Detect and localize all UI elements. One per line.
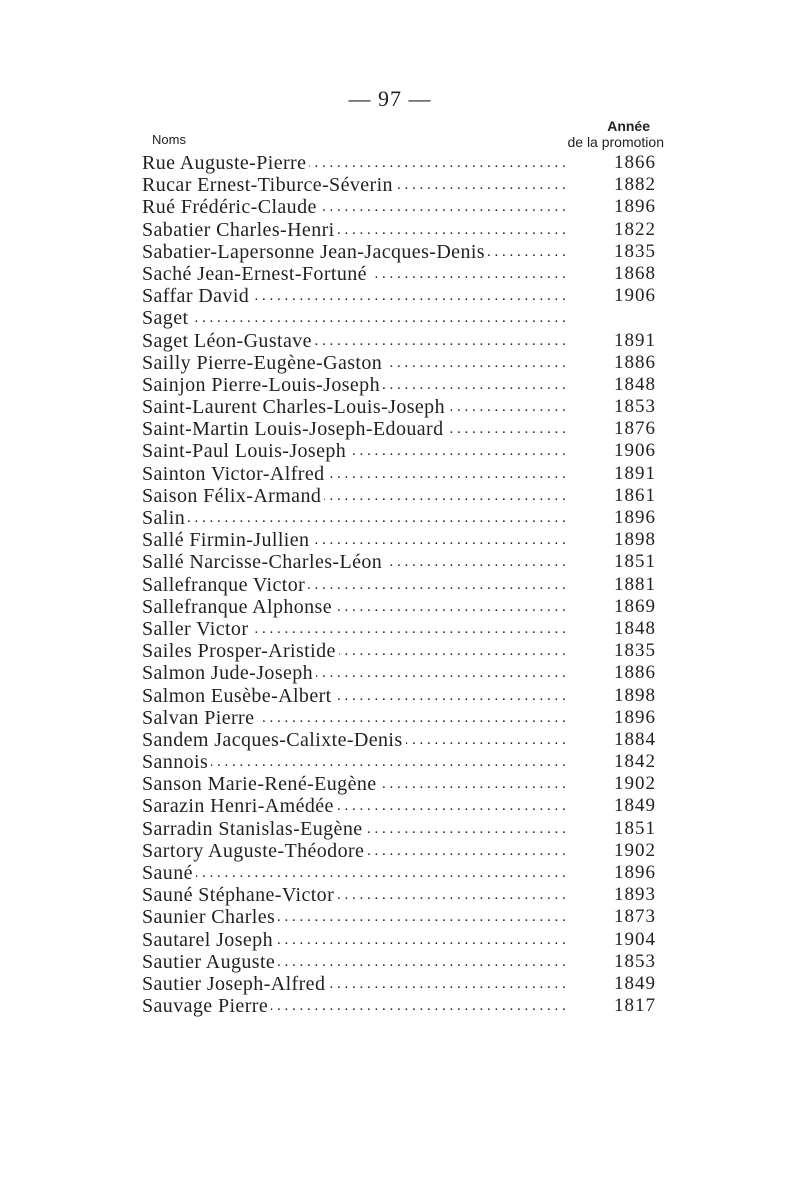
entry-name: Saché Jean-Ernest-Fortuné . . . [142, 263, 566, 285]
list-item [142, 773, 662, 795]
list-item [142, 973, 662, 995]
entry-year: 1902 [614, 773, 656, 795]
list-item [142, 707, 662, 729]
entry-year: 1896 [614, 196, 656, 218]
entry-name: Sarradin Stanislas-Eugène . . . [142, 818, 566, 840]
entry-name: Sautier Auguste . . . [142, 951, 566, 973]
list-item [142, 995, 662, 1017]
entry-name: Salmon Jude-Joseph . . . [142, 662, 566, 684]
list-item [142, 352, 662, 374]
entry-year: 1849 [614, 972, 656, 994]
entry-year: 1882 [614, 174, 656, 196]
list-item [142, 906, 662, 928]
entry-year: 1884 [614, 728, 656, 750]
entry-name: Saller Victor . . . [142, 618, 566, 640]
column-header-promotion: de la promotion [567, 134, 664, 150]
column-header-noms: Noms [152, 132, 186, 147]
list-item [142, 374, 662, 396]
entry-year: 1896 [614, 862, 656, 883]
entry-name: Saint-Laurent Charles-Louis-Joseph . . . [142, 396, 566, 418]
entry-year: 1904 [614, 928, 656, 950]
entry-year: 1902 [614, 839, 656, 861]
list-item [142, 174, 662, 196]
entry-name: Saget Léon-Gustave . . . [142, 330, 566, 352]
entry-name: Sabatier Charles-Henri . . . [142, 219, 566, 241]
entry-name: Saison Félix-Armand . . . [142, 485, 566, 507]
entry-name: Sandem Jacques-Calixte-Denis . . . [142, 729, 566, 751]
entry-year: 1876 [614, 418, 656, 440]
entry-name: Sauvage Pierre . . . [142, 995, 566, 1017]
entry-year: 1869 [614, 595, 656, 617]
list-item [142, 640, 662, 662]
entry-name: Sailes Prosper-Aristide . . . [142, 640, 566, 662]
entry-name: Sallé Firmin-Jullien . . . [142, 529, 566, 551]
entry-name: Saint-Martin Louis-Joseph-Edouard . . . [142, 418, 566, 440]
list-item [142, 884, 662, 906]
entry-name: Sainjon Pierre-Louis-Joseph . . . [142, 374, 566, 396]
entry-name: Sauné Stéphane-Victor . . . [142, 884, 566, 906]
list-item [142, 596, 662, 618]
entry-list [142, 152, 662, 1017]
list-item [142, 330, 662, 352]
entry-name: Saint-Paul Louis-Joseph . . . [142, 440, 566, 462]
entry-name: Sauné . . . [142, 862, 566, 884]
list-item [142, 307, 662, 329]
entry-name: Sautarel Joseph . . . [142, 929, 566, 951]
entry-name: Sautier Joseph-Alfred . . . [142, 973, 566, 995]
list-item [142, 551, 662, 573]
entry-year: 1849 [614, 795, 656, 817]
entry-name: Sanson Marie-René-Eugène . . . [142, 773, 566, 795]
entry-name: Sartory Auguste-Théodore . . . [142, 840, 566, 862]
entry-name: Sallefranque Alphonse . . . [142, 596, 566, 618]
entry-year: 1817 [614, 995, 656, 1017]
entry-year: 1835 [614, 640, 656, 662]
entry-name: Salin . . . [142, 507, 566, 529]
entry-name: Sallefranque Victor . . . [142, 574, 566, 596]
entry-year: 1822 [614, 218, 656, 240]
entry-name: Rué Frédéric-Claude . . . [142, 196, 566, 218]
entry-year: 1842 [614, 751, 656, 773]
list-item [142, 152, 662, 174]
entry-name: Saunier Charles . . . [142, 906, 566, 928]
entry-name: Saget . . . [142, 307, 566, 329]
entry-year: 1896 [614, 507, 656, 528]
entry-name: Sainton Victor-Alfred . . . [142, 463, 566, 485]
entry-year: 1896 [614, 706, 656, 728]
entry-year: 1881 [614, 573, 656, 595]
list-item [142, 418, 662, 440]
entry-name: Sarazin Henri-Amédée . . . [142, 795, 566, 817]
entry-year: 1886 [614, 662, 656, 684]
entry-year: 1848 [614, 617, 656, 639]
entry-name: Sabatier-Lapersonne Jean-Jacques-Denis . . . [142, 241, 566, 263]
entry-year: 1893 [614, 884, 656, 906]
list-item [142, 951, 662, 973]
entry-name: Salvan Pierre . . . [142, 707, 566, 729]
list-item [142, 729, 662, 751]
list-item [142, 396, 662, 418]
entry-year: 1873 [614, 906, 656, 928]
list-item [142, 529, 662, 551]
entry-year: 1848 [614, 373, 656, 395]
list-item [142, 662, 662, 684]
list-item [142, 840, 662, 862]
list-item [142, 285, 662, 307]
entry-name: Sannois . . . [142, 751, 566, 773]
entry-year: 1861 [614, 484, 656, 506]
list-item [142, 862, 662, 884]
entry-year: 1851 [614, 551, 656, 573]
list-item [142, 507, 662, 529]
column-header-annee: Année [607, 118, 650, 134]
entry-year: 1851 [614, 817, 656, 839]
entry-name: Saffar David . . . [142, 285, 566, 307]
list-item [142, 463, 662, 485]
list-item [142, 574, 662, 596]
entry-name: Rucar Ernest-Tiburce-Séverin . . . [142, 174, 566, 196]
list-item [142, 818, 662, 840]
entry-year: 1898 [614, 684, 656, 706]
list-item [142, 440, 662, 462]
entry-name: Rue Auguste-Pierre . . . [142, 152, 566, 174]
list-item [142, 751, 662, 773]
list-item [142, 685, 662, 707]
list-item [142, 241, 662, 263]
entry-year: 1886 [614, 351, 656, 373]
entry-year: 1853 [614, 950, 656, 972]
entry-year: 1906 [614, 440, 656, 462]
entry-year: 1853 [614, 396, 656, 418]
entry-year: 1891 [614, 329, 656, 351]
entry-name: Sailly Pierre-Eugène-Gaston . . . [142, 352, 566, 374]
list-item [142, 929, 662, 951]
entry-year: 1835 [614, 240, 656, 262]
list-item [142, 485, 662, 507]
list-item [142, 196, 662, 218]
entry-name: Sallé Narcisse-Charles-Léon . . . [142, 551, 566, 573]
entry-year: 1866 [614, 152, 656, 173]
list-item [142, 263, 662, 285]
list-item [142, 618, 662, 640]
entry-year: 1868 [614, 262, 656, 284]
entry-year: 1891 [614, 462, 656, 484]
entry-year: 1898 [614, 529, 656, 551]
entry-year: 1906 [614, 285, 656, 307]
entry-name: Salmon Eusèbe-Albert . . . [142, 685, 566, 707]
page-number: — 97 — [348, 86, 432, 111]
list-item [142, 795, 662, 817]
list-item [142, 219, 662, 241]
